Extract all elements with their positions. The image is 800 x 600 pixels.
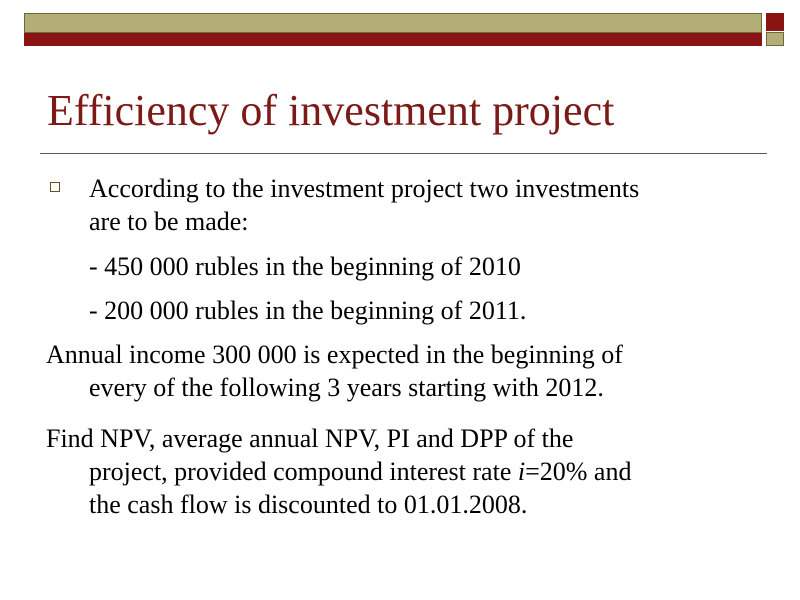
income-paragraph (46, 338, 623, 404)
header-decor-red-bar (24, 33, 762, 46)
task-line-2 (46, 455, 631, 488)
task-line-1: Find NPV, average annual NPV, PI and DPP of the (46, 424, 574, 453)
header-decor-olive-bar (24, 13, 762, 33)
bullet-line-1: According to the investment project two investments (89, 174, 640, 203)
task-paragraph (46, 422, 631, 521)
income-line-2: every of the following 3 years starting with 2012. (89, 373, 604, 402)
title-divider (40, 153, 767, 154)
task-line-3: the cash flow is discounted to 01.01.2008. (89, 490, 528, 519)
slide-title: Efficiency of investment project (47, 86, 615, 135)
task-line-2-end: =20% and (525, 457, 632, 486)
task-line-2-start: project, provided compound interest rate (89, 457, 518, 486)
interest-rate-variable: i (517, 457, 526, 486)
bullet-line-2: are to be made: (89, 207, 249, 236)
header-decor-red-square (766, 13, 784, 31)
square-bullet-icon (50, 182, 60, 192)
bullet-text (89, 172, 639, 238)
investment-item-2: - 200 000 rubles in the beginning of 2011. (89, 296, 527, 325)
income-line-1: Annual income 300 000 is expected in the beginning of (46, 340, 623, 369)
header-decor-olive-square (766, 32, 784, 46)
investment-item-1: - 450 000 rubles in the beginning of 2010 (89, 252, 521, 281)
